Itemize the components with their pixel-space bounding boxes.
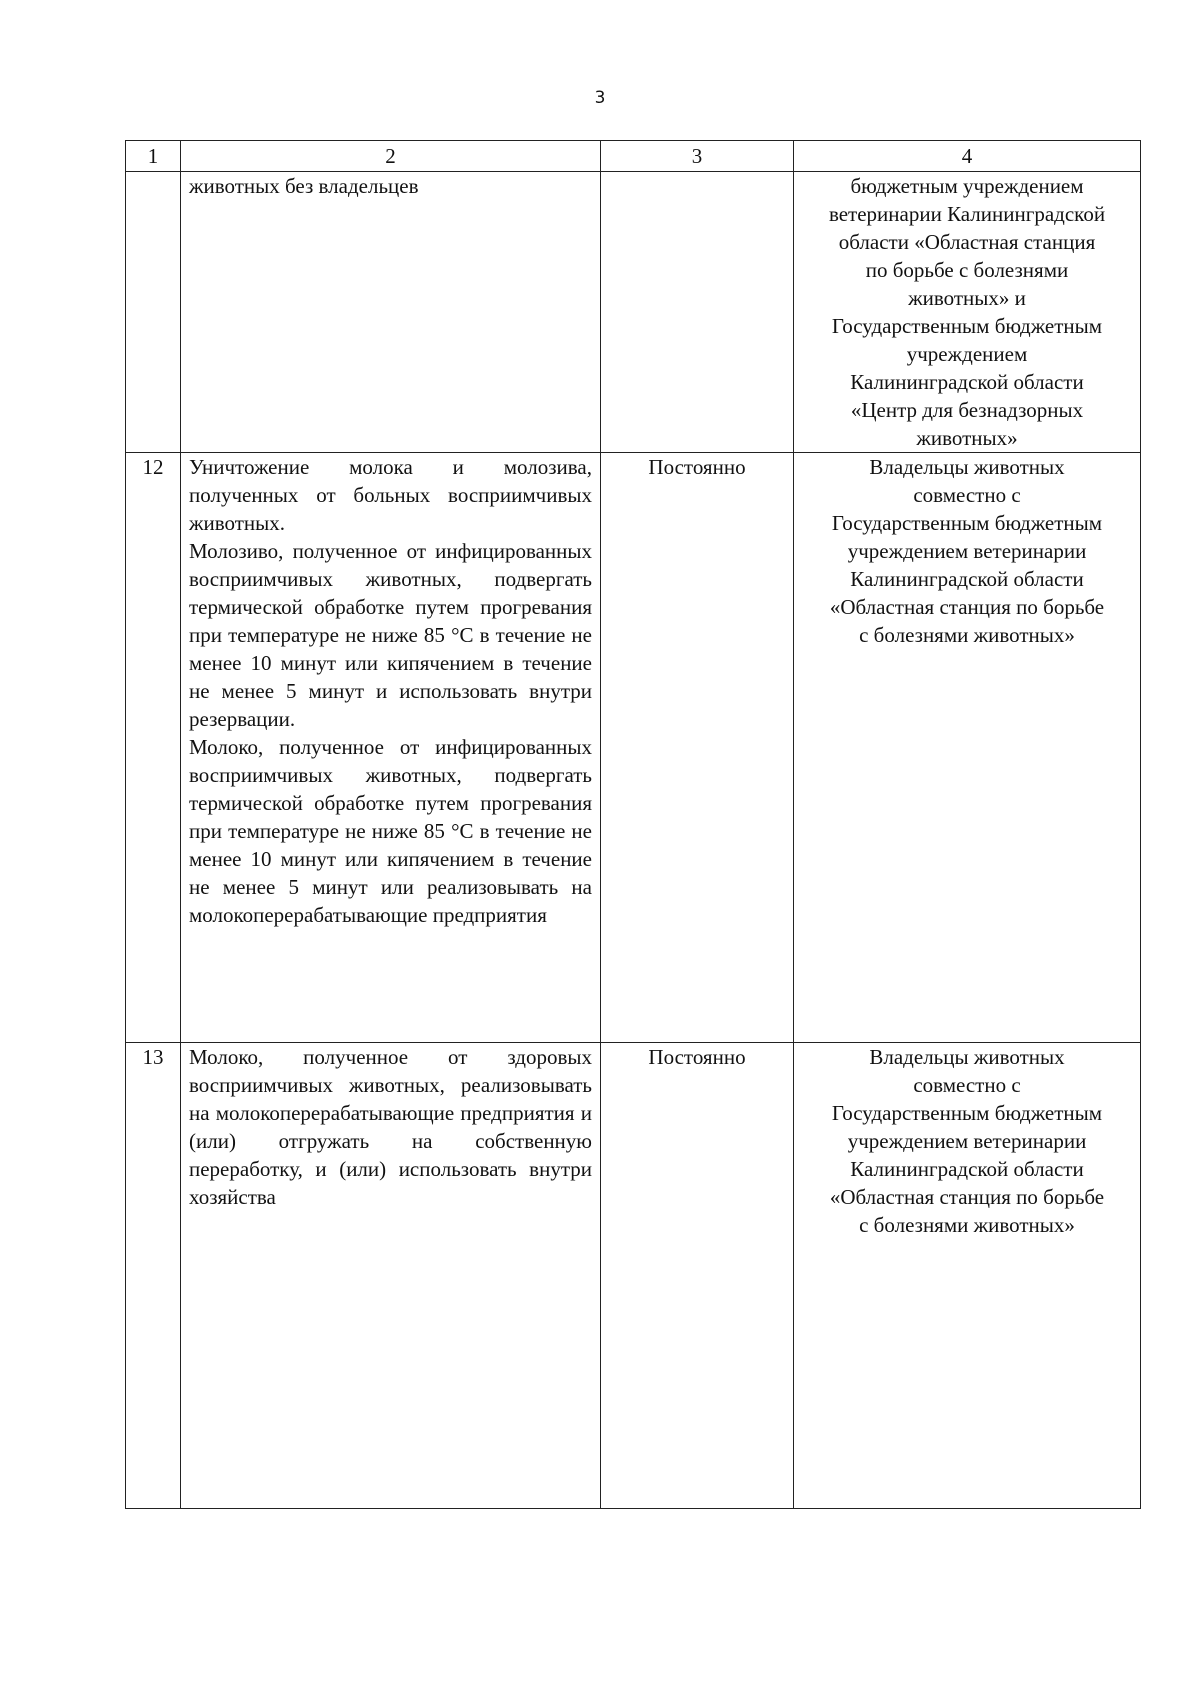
responsible-line: «Областная станция по борьбе [829,595,1105,619]
description-paragraph: Уничтожение молока и молозива, полученных от больных восприимчивых животных. [189,455,592,535]
row-number: 12 [126,453,181,1043]
responsible-line: животных» и [908,286,1026,310]
measure-term [601,172,794,453]
measure-responsible [794,1043,1141,1509]
description-paragraph: Молозиво, полученное от инфицированных восприимчивых животных, подвергать термической обработке путем прогревания при температуре не ниже 85 °С в течение не менее 10 минут или кипячением в течение не менее 5 минут и использовать внутри резервации. [189,539,592,731]
page-number: 3 [594,88,606,108]
measure-description [181,453,601,1043]
responsible-line: Калининградской области [850,1157,1084,1181]
table-row [126,172,1141,453]
responsible-line: Государственным бюджетным [831,314,1103,338]
measure-description [181,172,601,453]
responsible-line: Государственным бюджетным [831,1101,1103,1125]
responsible-line: Владельцы животных [869,1045,1065,1069]
responsible-line: учреждением ветеринарии [847,539,1087,563]
responsible-line: животных» [916,426,1018,450]
responsible-line: совместно с [913,483,1021,507]
responsible-line: Владельцы животных [869,455,1065,479]
responsible-line: «Областная станция по борьбе [829,1185,1105,1209]
description-paragraph: животных без владельцев [189,174,419,198]
measure-description [181,1043,601,1509]
column-number-2: 2 [181,141,601,172]
column-number-4: 4 [794,141,1141,172]
responsible-line: учреждением ветеринарии [847,1129,1087,1153]
responsible-line: с болезнями животных» [859,623,1075,647]
responsible-line: учреждением [906,342,1028,366]
measures-table [125,140,1141,1509]
responsible-line: ветеринарии Калининградской [828,202,1106,226]
row-number: 13 [126,1043,181,1509]
description-paragraph: Молоко, полученное от здоровых восприимчивых животных, реализовывать на молокоперерабатывающие предприятия и (или) отгружать на собственную переработку, и (или) использовать внутри хозяйства [189,1045,592,1209]
responsible-line: Калининградской области [850,567,1084,591]
responsible-line: с болезнями животных» [859,1213,1075,1237]
measure-term: Постоянно [601,453,794,1043]
row-number [126,172,181,453]
responsible-line: по борьбе с болезнями [865,258,1069,282]
responsible-line: «Центр для безнадзорных [850,398,1084,422]
responsible-line: бюджетным учреждением [850,174,1084,198]
responsible-line: области «Областная станция [838,230,1096,254]
responsible-line: Государственным бюджетным [831,511,1103,535]
column-number-1: 1 [126,141,181,172]
table-row [126,1043,1141,1509]
column-number-row [126,141,1141,172]
responsible-line: Калининградской области [850,370,1084,394]
description-paragraph: Молоко, полученное от инфицированных восприимчивых животных, подвергать термической обработке путем прогревания при температуре не ниже 85 °С в течение не менее 10 минут или кипячением в течение не менее 5 минут или реализовывать на молокоперерабатывающие предприятия [189,735,592,927]
responsible-line: совместно с [913,1073,1021,1097]
measure-term: Постоянно [601,1043,794,1509]
column-number-3: 3 [601,141,794,172]
measure-responsible [794,172,1141,453]
table-row [126,453,1141,1043]
measure-responsible [794,453,1141,1043]
